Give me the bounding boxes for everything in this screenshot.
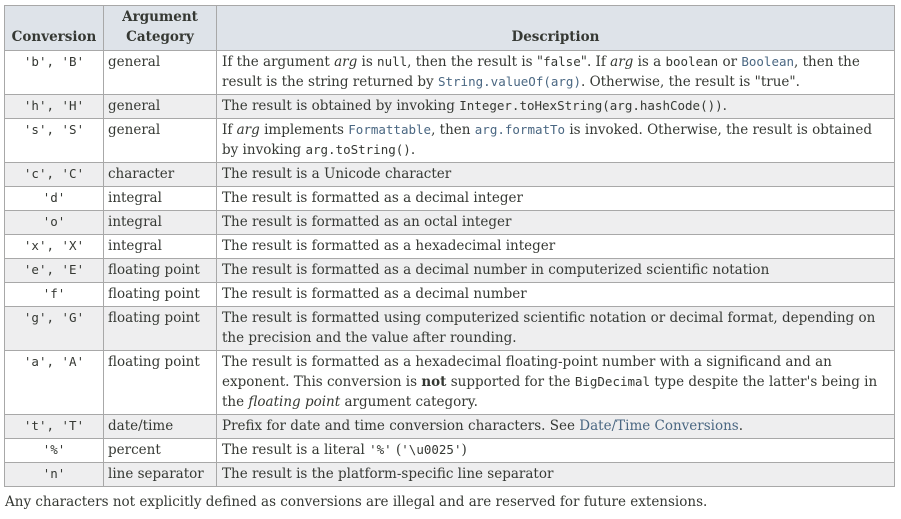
description-text: If xyxy=(222,122,237,138)
table-row xyxy=(5,351,895,415)
description-code: arg.toString() xyxy=(305,142,411,157)
footnote-text: Any characters not explicitly defined as conversions are illegal and are reserved for future extensions. xyxy=(5,494,708,510)
category-cell: floating point xyxy=(104,351,217,415)
description-code: false xyxy=(543,54,581,69)
description-cell xyxy=(217,187,895,211)
category-cell: floating point xyxy=(104,283,217,307)
description-text: is invoked. Otherwise, the result is obtained by invoking xyxy=(222,122,872,158)
description-cell xyxy=(217,283,895,307)
description-cell xyxy=(217,119,895,163)
description-cell xyxy=(217,211,895,235)
description-cell xyxy=(217,439,895,463)
category-cell: general xyxy=(104,51,217,95)
description-text: , then xyxy=(431,122,475,138)
description-text: arg xyxy=(610,54,634,70)
header-description: Description xyxy=(217,6,895,51)
conversion-cell: 'e', 'E' xyxy=(5,259,104,283)
description-text: arg xyxy=(236,122,260,138)
table-row xyxy=(5,439,895,463)
description-text: or xyxy=(718,54,742,70)
table-row xyxy=(5,415,895,439)
description-text: ( xyxy=(391,442,402,458)
description-text: arg xyxy=(334,54,358,70)
category-cell: general xyxy=(104,119,217,163)
table-header-row xyxy=(5,6,895,51)
description-text: ". If xyxy=(580,54,611,70)
table-row xyxy=(5,283,895,307)
description-code: '%' xyxy=(369,442,392,457)
category-cell: date/time xyxy=(104,415,217,439)
conversion-cell: 'd' xyxy=(5,187,104,211)
header-conversion: Conversion xyxy=(5,6,104,51)
description-text: is xyxy=(357,54,378,70)
description-cell xyxy=(217,415,895,439)
description-text: The result is a literal xyxy=(222,442,370,458)
description-link[interactable]: Date/Time Conversions xyxy=(579,418,739,434)
conversions-table xyxy=(4,5,895,487)
table-row xyxy=(5,187,895,211)
category-cell: percent xyxy=(104,439,217,463)
category-cell: floating point xyxy=(104,259,217,283)
description-code: null xyxy=(377,54,408,69)
conversion-cell: '%' xyxy=(5,439,104,463)
table-row xyxy=(5,463,895,487)
category-cell: integral xyxy=(104,211,217,235)
description-cell xyxy=(217,307,895,351)
description-text: The result is the platform-specific line separator xyxy=(222,466,554,482)
description-text: floating point xyxy=(248,394,341,410)
description-link[interactable]: Formattable xyxy=(348,122,432,137)
description-text: not xyxy=(421,374,447,390)
description-text: is a xyxy=(633,54,666,70)
description-cell xyxy=(217,463,895,487)
description-text: supported for the xyxy=(446,374,575,390)
category-cell: integral xyxy=(104,187,217,211)
description-text: , then the result is the string returned by xyxy=(222,54,860,90)
category-cell: integral xyxy=(104,235,217,259)
description-text: The result is formatted as a hexadecimal floating-point number with a significand and an exponent. This conversion is xyxy=(222,354,832,390)
description-text: . Otherwise, the result is "true". xyxy=(580,74,800,90)
description-text: The result is formatted as a decimal number xyxy=(222,286,527,302)
description-link[interactable]: arg.formatTo xyxy=(474,122,566,137)
description-cell xyxy=(217,51,895,95)
description-text: The result is formatted as a decimal integer xyxy=(222,190,523,206)
description-text: , then the result is " xyxy=(407,54,544,70)
conversion-cell: 'a', 'A' xyxy=(5,351,104,415)
description-cell xyxy=(217,163,895,187)
description-text: The result is formatted using computerized scientific notation or decimal format, depending on the precision and the value after rounding. xyxy=(222,310,876,346)
description-link[interactable]: String.valueOf(arg) xyxy=(437,74,581,89)
description-text: The result is formatted as a hexadecimal integer xyxy=(222,238,556,254)
description-cell xyxy=(217,235,895,259)
category-cell: character xyxy=(104,163,217,187)
description-text: If the argument xyxy=(222,54,335,70)
conversion-cell: 'g', 'G' xyxy=(5,307,104,351)
header-category-line1: Argument xyxy=(122,9,198,25)
description-code: BigDecimal xyxy=(574,374,651,389)
description-text: . xyxy=(722,98,727,114)
conversion-cell: 'o' xyxy=(5,211,104,235)
description-text: The result is formatted as a decimal number in computerized scientific notation xyxy=(222,262,770,278)
description-code: '\u0025' xyxy=(401,442,462,457)
conversion-cell: 'n' xyxy=(5,463,104,487)
table-body xyxy=(5,51,895,487)
table-row xyxy=(5,211,895,235)
description-cell xyxy=(217,259,895,283)
description-cell xyxy=(217,95,895,119)
header-argument-category xyxy=(104,6,217,51)
description-text: type despite the latter's being in the xyxy=(222,374,878,410)
description-text: . xyxy=(410,142,416,158)
table-row xyxy=(5,259,895,283)
table-row xyxy=(5,119,895,163)
table-row xyxy=(5,163,895,187)
table-row xyxy=(5,95,895,119)
description-link[interactable]: Boolean xyxy=(741,54,795,69)
description-text: implements xyxy=(259,122,349,138)
conversion-cell: 'c', 'C' xyxy=(5,163,104,187)
table-row xyxy=(5,235,895,259)
header-category-line2: Category xyxy=(126,29,194,45)
table-row xyxy=(5,51,895,95)
conversion-cell: 'h', 'H' xyxy=(5,95,104,119)
conversion-cell: 'x', 'X' xyxy=(5,235,104,259)
conversion-cell: 's', 'S' xyxy=(5,119,104,163)
conversion-cell: 'b', 'B' xyxy=(5,51,104,95)
description-text: ) xyxy=(461,442,467,458)
description-text: The result is obtained by invoking xyxy=(222,98,460,114)
conversion-cell: 't', 'T' xyxy=(5,415,104,439)
description-text: The result is a Unicode character xyxy=(222,166,452,182)
description-text: . xyxy=(738,418,744,434)
table-row xyxy=(5,307,895,351)
category-cell: floating point xyxy=(104,307,217,351)
category-cell: line separator xyxy=(104,463,217,487)
conversion-cell: 'f' xyxy=(5,283,104,307)
description-text: argument category. xyxy=(340,394,478,410)
description-text: The result is formatted as an octal integer xyxy=(222,214,512,230)
description-text: Prefix for date and time conversion characters. See xyxy=(222,418,580,434)
description-cell xyxy=(217,351,895,415)
category-cell: general xyxy=(104,95,217,119)
description-code: boolean xyxy=(665,54,719,69)
description-code: Integer.toHexString(arg.hashCode()) xyxy=(459,98,723,113)
